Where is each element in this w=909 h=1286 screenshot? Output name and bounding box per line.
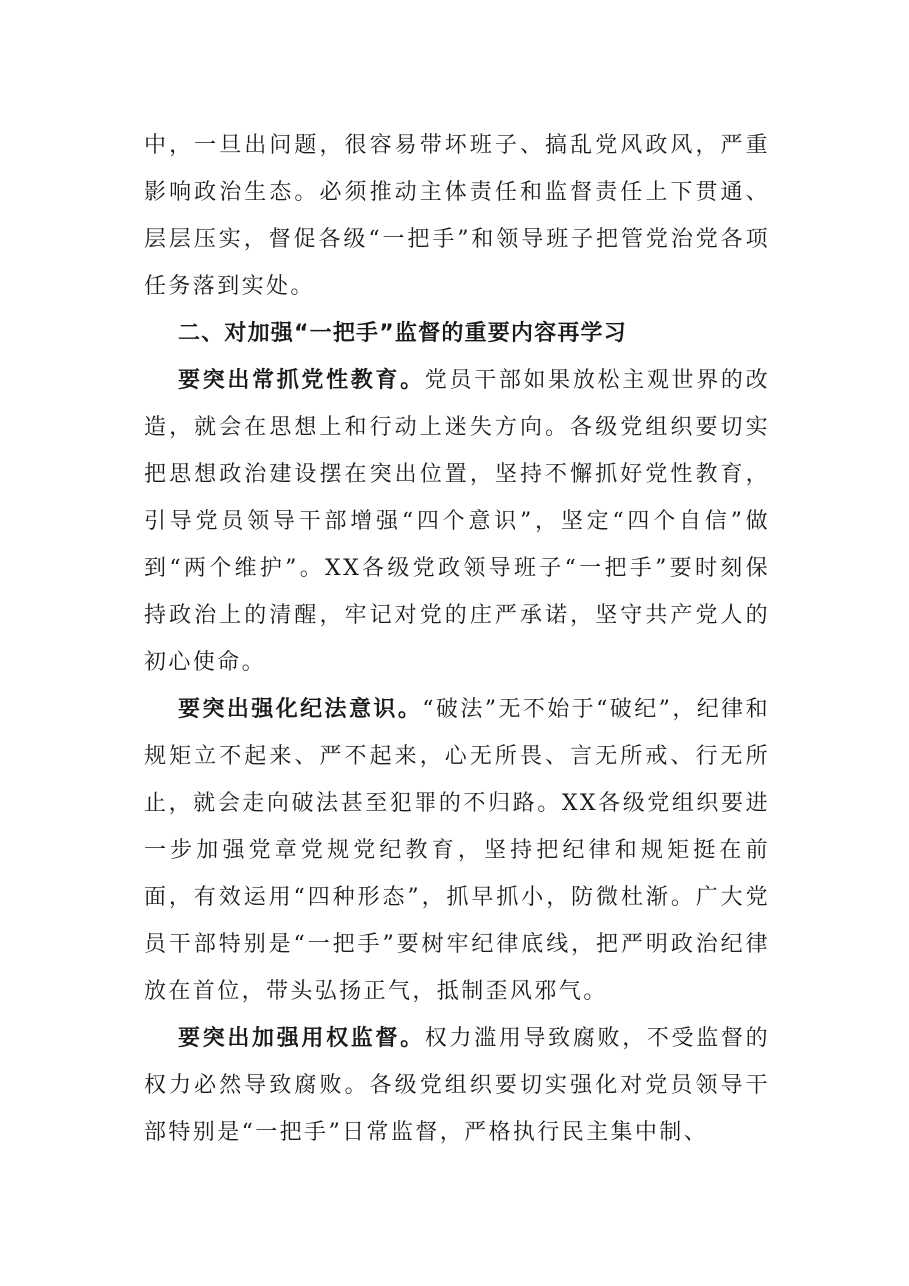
paragraph-power-supervision [144, 1015, 770, 1156]
section-heading-text: 二、对加强“一把手”监督的重要内容再学习 [178, 321, 627, 346]
section-heading [144, 310, 770, 357]
paragraph-lead: 要突出常抓党性教育。 [178, 367, 425, 393]
paragraph-lead: 要突出加强用权监督。 [178, 1025, 425, 1051]
paragraph-party-spirit-education [144, 357, 770, 686]
paragraph-continuation [144, 122, 770, 310]
document-body [144, 122, 770, 1156]
paragraph-lead: 要突出强化纪法意识。 [178, 696, 423, 722]
paragraph-text: 中，一旦出问题，很容易带坏班子、搞乱党风政风，严重影响政治生态。必须推动主体责任和监督责任上下贯通、层层压实，督促各级“一把手”和领导班子把管党治党各项任务落到实处。 [144, 133, 770, 299]
paragraph-text: 党员干部如果放松主观世界的改造，就会在思想上和行动上迷失方向。各级党组织要切实把思想政治建设摆在突出位置，坚持不懈抓好党性教育，引导党员领导干部增强“四个意识”，坚定“四个自信”做到“两个维护”。XX各级党政领导班子“一把手”要时刻保持政治上的清醒，牢记对党的庄严承诺，坚守共产党人的初心使命。 [144, 368, 770, 675]
paragraph-text: “破法”无不始于“破纪”，纪律和规矩立不起来、严不起来，心无所畏、言无所戒、行无所止，就会走向破法甚至犯罪的不归路。XX各级党组织要进一步加强党章党规党纪教育，坚持把纪律和规矩挺在前面，有效运用“四种形态”，抓早抓小，防微杜渐。广大党员干部特别是“一把手”要树牢纪律底线，把严明政治纪律放在首位，带头弘扬正气，抵制歪风邪气。 [144, 697, 770, 1004]
paragraph-text: 权力滥用导致腐败，不受监督的权力必然导致腐败。各级党组织要切实强化对党员领导干部特别是“一把手”日常监督，严格执行民主集中制、 [144, 1026, 770, 1145]
paragraph-discipline-awareness [144, 686, 770, 1015]
